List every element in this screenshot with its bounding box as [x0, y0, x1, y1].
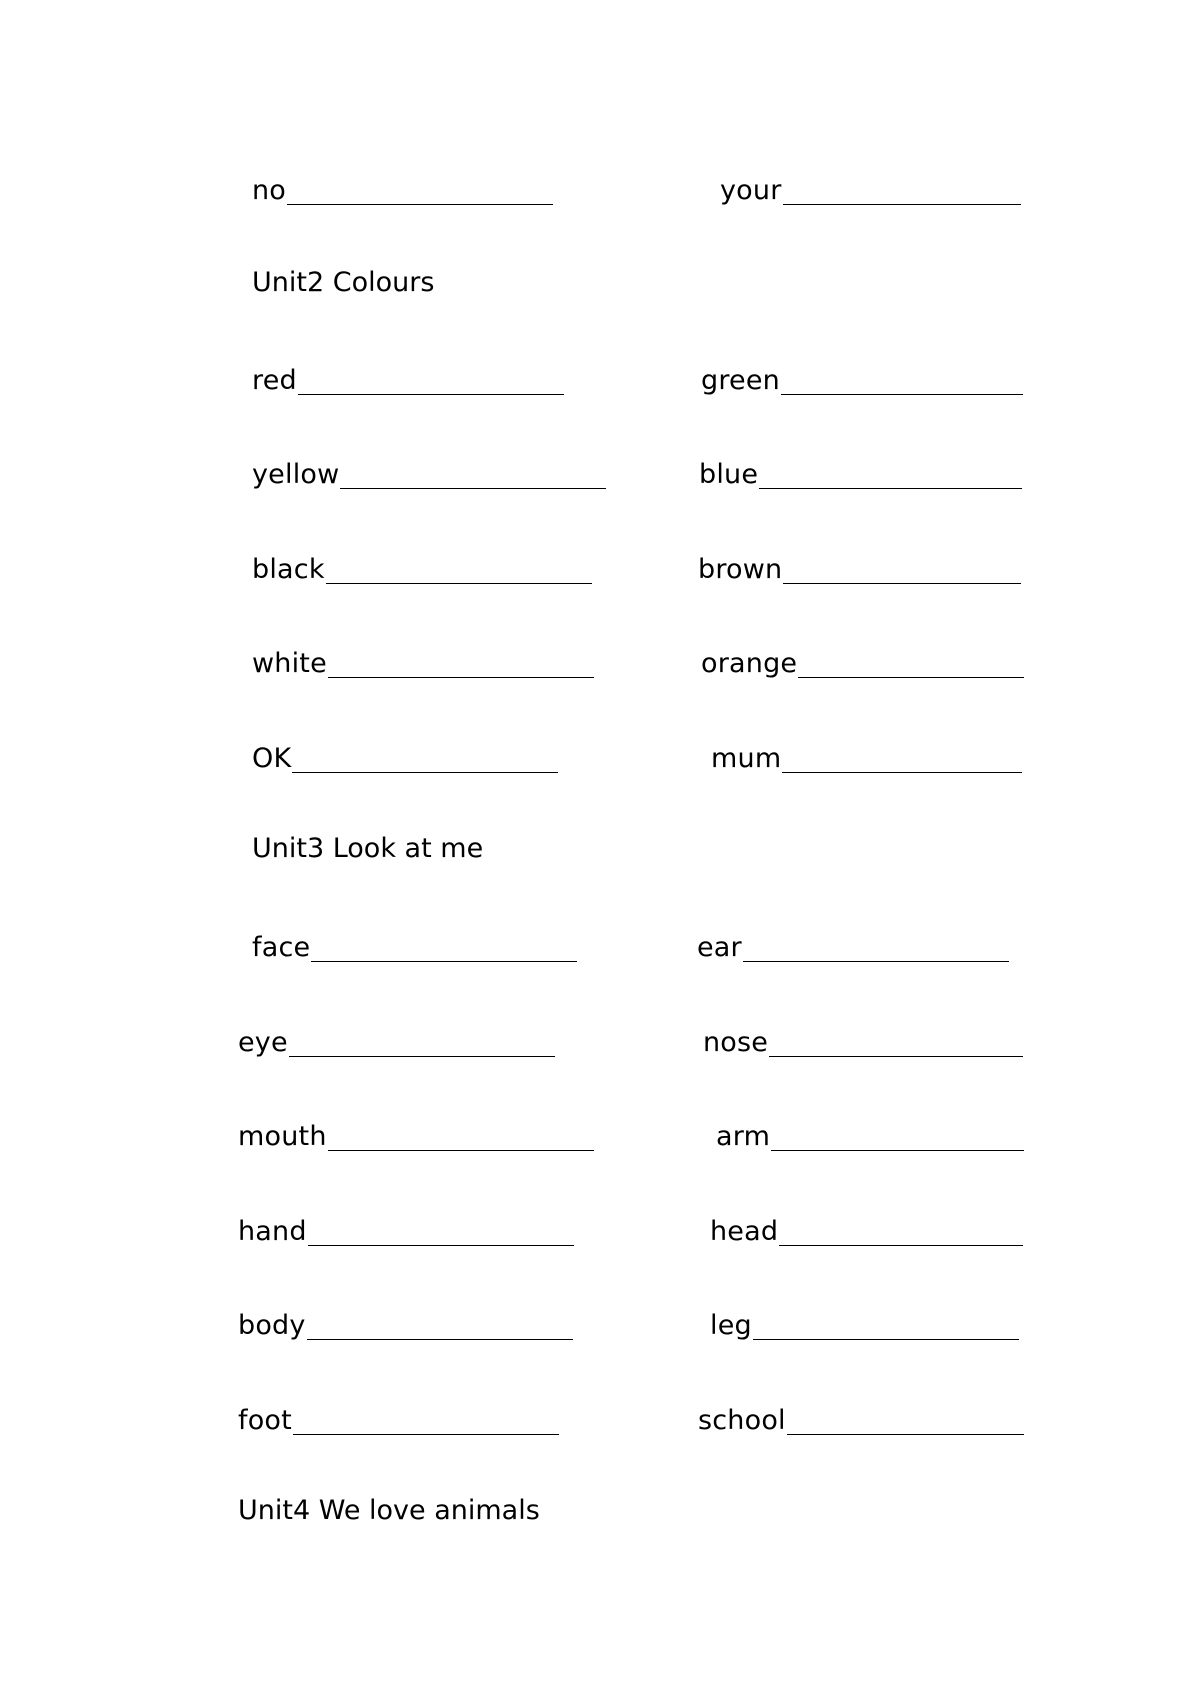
answer-blank[interactable]	[753, 1339, 1019, 1340]
answer-blank[interactable]	[308, 1245, 574, 1246]
vocab-item-blue	[699, 452, 1022, 492]
vocab-word: black	[252, 554, 325, 585]
vocab-item-ok	[252, 736, 558, 776]
answer-blank[interactable]	[743, 961, 1009, 962]
vocab-item-green	[701, 358, 1023, 398]
vocab-word: yellow	[252, 459, 340, 490]
vocab-word: leg	[710, 1310, 752, 1341]
answer-blank[interactable]	[328, 677, 594, 678]
vocab-word: green	[701, 365, 780, 396]
vocab-word: nose	[703, 1027, 769, 1058]
unit-heading: Unit2 Colours	[252, 267, 435, 298]
vocab-item-body	[238, 1303, 573, 1343]
answer-blank[interactable]	[289, 1056, 555, 1057]
unit-heading: Unit3 Look at me	[252, 833, 484, 864]
vocab-item-arm	[716, 1114, 1024, 1154]
vocab-item-foot	[238, 1398, 559, 1438]
unit-heading: Unit4 We love animals	[238, 1495, 540, 1526]
answer-blank[interactable]	[783, 583, 1021, 584]
vocab-word: white	[252, 648, 327, 679]
vocab-word: school	[698, 1405, 786, 1436]
answer-blank[interactable]	[781, 394, 1023, 395]
vocab-word: hand	[238, 1216, 307, 1247]
answer-blank[interactable]	[759, 488, 1022, 489]
answer-blank[interactable]	[782, 772, 1022, 773]
vocab-item-eye	[238, 1020, 555, 1060]
vocab-word: your	[720, 175, 782, 206]
answer-blank[interactable]	[298, 394, 564, 395]
vocab-word: ear	[697, 932, 742, 963]
vocab-item-no	[252, 168, 553, 208]
vocab-item-black	[252, 547, 592, 587]
answer-blank[interactable]	[287, 204, 553, 205]
vocab-item-leg	[710, 1303, 1019, 1343]
vocab-word: mum	[711, 743, 782, 774]
vocab-item-yellow	[252, 452, 606, 492]
vocab-item-mum	[711, 736, 1022, 776]
vocab-item-mouth	[238, 1114, 594, 1154]
answer-blank[interactable]	[311, 961, 577, 962]
vocab-word: no	[252, 175, 287, 206]
vocab-word: eye	[238, 1027, 288, 1058]
vocab-word: mouth	[238, 1121, 327, 1152]
answer-blank[interactable]	[328, 1150, 594, 1151]
vocab-word: face	[252, 932, 311, 963]
vocab-item-hand	[238, 1209, 574, 1249]
vocab-word: brown	[698, 554, 783, 585]
answer-blank[interactable]	[769, 1056, 1023, 1057]
vocab-word: foot	[238, 1405, 292, 1436]
vocab-word: blue	[699, 459, 759, 490]
vocab-item-your	[720, 168, 1021, 208]
answer-blank[interactable]	[771, 1150, 1024, 1151]
answer-blank[interactable]	[292, 772, 558, 773]
vocab-item-white	[252, 641, 594, 681]
vocab-word: red	[252, 365, 297, 396]
answer-blank[interactable]	[293, 1434, 559, 1435]
answer-blank[interactable]	[787, 1434, 1024, 1435]
answer-blank[interactable]	[783, 204, 1021, 205]
vocab-item-nose	[703, 1020, 1023, 1060]
answer-blank[interactable]	[307, 1339, 573, 1340]
vocab-word: head	[710, 1216, 779, 1247]
answer-blank[interactable]	[779, 1245, 1023, 1246]
vocab-item-brown	[698, 547, 1021, 587]
vocab-word: orange	[701, 648, 798, 679]
vocab-item-face	[252, 925, 577, 965]
vocab-item-ear	[697, 925, 1009, 965]
vocab-item-school	[698, 1398, 1024, 1438]
answer-blank[interactable]	[798, 677, 1024, 678]
vocab-item-red	[252, 358, 564, 398]
vocab-item-head	[710, 1209, 1023, 1249]
answer-blank[interactable]	[326, 583, 592, 584]
answer-blank[interactable]	[340, 488, 606, 489]
vocab-item-orange	[701, 641, 1024, 681]
vocab-word: arm	[716, 1121, 771, 1152]
vocab-word: body	[238, 1310, 306, 1341]
vocab-word: OK	[252, 743, 292, 774]
